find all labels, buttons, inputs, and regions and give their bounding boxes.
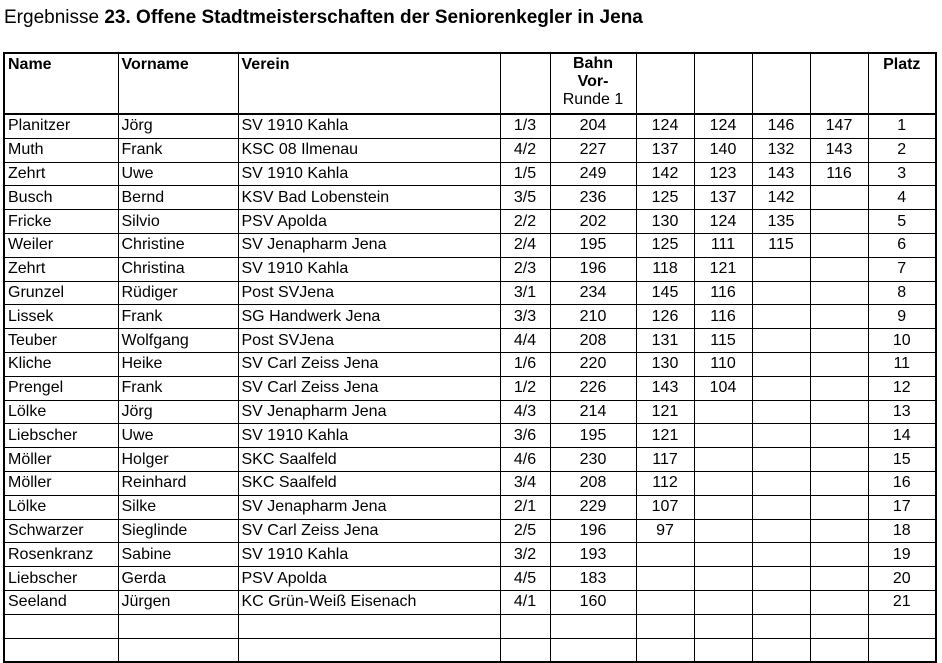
cell-verein: KC Grün-Weiß Eisenach [238, 590, 500, 614]
col-header-name: Name [4, 53, 118, 114]
cell-name: Liebscher [4, 567, 118, 591]
cell-vorname: Rüdiger [118, 281, 238, 305]
table-row [4, 352, 936, 376]
cell-round2: 131 [636, 329, 694, 353]
cell-round3: 116 [694, 305, 752, 329]
cell-vorrunde: 196 [550, 257, 636, 281]
cell-vorrunde: 236 [550, 186, 636, 210]
cell-vorrunde: 208 [550, 471, 636, 495]
cell-bahn: 1/5 [500, 162, 550, 186]
cell-vorname: Uwe [118, 162, 238, 186]
table-row [4, 329, 936, 353]
cell-round3 [694, 567, 752, 591]
cell-round4 [752, 305, 810, 329]
table-row [4, 495, 936, 519]
cell-platz: 5 [868, 210, 936, 234]
cell-vorrunde: 183 [550, 567, 636, 591]
cell-name: Planitzer [4, 114, 118, 138]
table-row [4, 590, 936, 614]
cell-round3: 111 [694, 233, 752, 257]
cell-verein: SG Handwerk Jena [238, 305, 500, 329]
cell-round5 [810, 590, 868, 614]
cell-round3: 104 [694, 376, 752, 400]
cell-round5 [810, 567, 868, 591]
cell-verein: SV Jenapharm Jena [238, 400, 500, 424]
cell-vorrunde: 249 [550, 162, 636, 186]
cell-platz: 2 [868, 138, 936, 162]
cell-vorrunde: 204 [550, 114, 636, 138]
cell-bahn: 1/6 [500, 352, 550, 376]
cell-round4 [752, 400, 810, 424]
cell-round5 [810, 329, 868, 353]
cell-round5 [810, 257, 868, 281]
cell-vorname: Silvio [118, 210, 238, 234]
cell-round4: 142 [752, 186, 810, 210]
table-row [4, 210, 936, 234]
cell-verein: SV 1910 Kahla [238, 162, 500, 186]
cell-name: Schwarzer [4, 519, 118, 543]
cell-vorname: Jörg [118, 114, 238, 138]
table-row [4, 138, 936, 162]
cell-round5 [810, 233, 868, 257]
cell-platz: 6 [868, 233, 936, 257]
table-row [4, 519, 936, 543]
col-header-platz: Platz [868, 53, 936, 114]
cell-round5 [810, 400, 868, 424]
cell-bahn: 2/2 [500, 210, 550, 234]
cell-round4 [752, 257, 810, 281]
cell-round2 [636, 543, 694, 567]
cell-round4 [752, 352, 810, 376]
cell-round4 [752, 376, 810, 400]
cell-round3: 123 [694, 162, 752, 186]
cell-name: Liebscher [4, 424, 118, 448]
cell-bahn: 2/5 [500, 519, 550, 543]
cell-round3 [694, 448, 752, 472]
cell-vorname: Silke [118, 495, 238, 519]
cell-verein: KSC 08 Ilmenau [238, 138, 500, 162]
cell-round3 [694, 424, 752, 448]
cell-vorname: Heike [118, 352, 238, 376]
cell-round4 [752, 281, 810, 305]
table-row [4, 257, 936, 281]
cell-platz: 9 [868, 305, 936, 329]
cell-round5 [810, 495, 868, 519]
runde-label: Runde 1 [562, 91, 624, 108]
cell-round4 [752, 519, 810, 543]
cell-round4 [752, 567, 810, 591]
col-header-blank [500, 53, 550, 114]
cell-round2: 125 [636, 233, 694, 257]
header-row [4, 53, 936, 114]
cell-verein: Post SVJena [238, 329, 500, 353]
cell-round3 [694, 471, 752, 495]
cell-round2: 125 [636, 186, 694, 210]
cell-bahn: 3/2 [500, 543, 550, 567]
cell-verein: SV Jenapharm Jena [238, 233, 500, 257]
cell-round5 [810, 519, 868, 543]
table-row [4, 305, 936, 329]
cell-name: Teuber [4, 329, 118, 353]
cell-round4 [752, 614, 810, 638]
cell-verein: SV 1910 Kahla [238, 543, 500, 567]
cell-verein: SV Jenapharm Jena [238, 495, 500, 519]
cell-name: Weiler [4, 233, 118, 257]
col-header-round3 [694, 53, 752, 114]
cell-round3: 140 [694, 138, 752, 162]
cell-vorrunde: 195 [550, 233, 636, 257]
cell-vorrunde: 220 [550, 352, 636, 376]
cell-bahn: 4/4 [500, 329, 550, 353]
table-row [4, 567, 936, 591]
cell-platz: 7 [868, 257, 936, 281]
cell-round5: 143 [810, 138, 868, 162]
cell-verein: SV 1910 Kahla [238, 257, 500, 281]
cell-platz: 11 [868, 352, 936, 376]
cell-bahn: 4/5 [500, 567, 550, 591]
cell-verein: PSV Apolda [238, 210, 500, 234]
cell-vorrunde: 229 [550, 495, 636, 519]
page-title [4, 7, 643, 29]
cell-vorname: Holger [118, 448, 238, 472]
cell-round2 [636, 614, 694, 638]
table-row [4, 233, 936, 257]
cell-verein [238, 614, 500, 638]
cell-name [4, 614, 118, 638]
cell-platz: 18 [868, 519, 936, 543]
cell-bahn: 4/2 [500, 138, 550, 162]
cell-vorname: Jürgen [118, 590, 238, 614]
cell-vorrunde: 226 [550, 376, 636, 400]
cell-bahn: 3/4 [500, 471, 550, 495]
cell-bahn: 1/2 [500, 376, 550, 400]
cell-round2: 124 [636, 114, 694, 138]
cell-round2: 130 [636, 210, 694, 234]
table-row [4, 162, 936, 186]
cell-round2 [636, 567, 694, 591]
cell-vorrunde: 210 [550, 305, 636, 329]
cell-round2: 143 [636, 376, 694, 400]
cell-vorname: Christine [118, 233, 238, 257]
cell-round2: 145 [636, 281, 694, 305]
cell-round4 [752, 590, 810, 614]
cell-bahn: 4/3 [500, 400, 550, 424]
cell-round5 [810, 186, 868, 210]
cell-verein: SKC Saalfeld [238, 471, 500, 495]
cell-round3 [694, 543, 752, 567]
cell-round5: 147 [810, 114, 868, 138]
cell-platz: 3 [868, 162, 936, 186]
table-row [4, 448, 936, 472]
table-row [4, 376, 936, 400]
cell-platz: 15 [868, 448, 936, 472]
cell-bahn: 3/3 [500, 305, 550, 329]
cell-bahn: 3/5 [500, 186, 550, 210]
col-header-round5 [810, 53, 868, 114]
cell-round4 [752, 424, 810, 448]
cell-vorname: Gerda [118, 567, 238, 591]
cell-vorrunde: 202 [550, 210, 636, 234]
cell-round2: 117 [636, 448, 694, 472]
cell-verein: SKC Saalfeld [238, 448, 500, 472]
cell-platz: 4 [868, 186, 936, 210]
table-row [4, 114, 936, 138]
cell-platz: 1 [868, 114, 936, 138]
cell-name: Rosenkranz [4, 543, 118, 567]
cell-platz: 12 [868, 376, 936, 400]
table-row [4, 614, 936, 638]
cell-round2: 126 [636, 305, 694, 329]
cell-round3: 124 [694, 210, 752, 234]
cell-round5 [810, 471, 868, 495]
cell-name: Zehrt [4, 257, 118, 281]
cell-name: Kliche [4, 352, 118, 376]
cell-platz: 8 [868, 281, 936, 305]
col-header-round4 [752, 53, 810, 114]
cell-round3: 124 [694, 114, 752, 138]
cell-round3 [694, 519, 752, 543]
cell-vorrunde: 230 [550, 448, 636, 472]
cell-bahn: 3/6 [500, 424, 550, 448]
cell-bahn: 2/1 [500, 495, 550, 519]
cell-name: Zehrt [4, 162, 118, 186]
cell-round3 [694, 590, 752, 614]
cell-bahn: 2/3 [500, 257, 550, 281]
cell-vorname [118, 614, 238, 638]
cell-platz [868, 614, 936, 638]
cell-round2: 142 [636, 162, 694, 186]
cell-platz: 13 [868, 400, 936, 424]
cell-round2: 121 [636, 400, 694, 424]
cell-round2: 97 [636, 519, 694, 543]
cell-platz: 16 [868, 471, 936, 495]
cell-name: Lölke [4, 400, 118, 424]
cell-round4 [752, 471, 810, 495]
cell-name: Möller [4, 448, 118, 472]
cell-bahn [500, 614, 550, 638]
cell-vorrunde: 208 [550, 329, 636, 353]
cell-name: Fricke [4, 210, 118, 234]
cell-round4: 135 [752, 210, 810, 234]
col-header-round2 [636, 53, 694, 114]
cell-round3: 121 [694, 257, 752, 281]
vor-label: Vor- [577, 73, 609, 90]
cell-round2: 121 [636, 424, 694, 448]
cell-vorrunde: 234 [550, 281, 636, 305]
cell-round3: 137 [694, 186, 752, 210]
cell-name: Seeland [4, 590, 118, 614]
cell-verein: PSV Apolda [238, 567, 500, 591]
cell-vorrunde [550, 614, 636, 638]
cell-vorrunde: 227 [550, 138, 636, 162]
table-row [4, 400, 936, 424]
bahn-label: Bahn [573, 55, 613, 72]
cell-name: Lölke [4, 495, 118, 519]
cell-round5 [810, 352, 868, 376]
cell-round4 [752, 329, 810, 353]
cell-vorname: Sieglinde [118, 519, 238, 543]
table-row [4, 543, 936, 567]
cell-round2: 137 [636, 138, 694, 162]
cell-round3: 115 [694, 329, 752, 353]
cell-bahn: 4/6 [500, 448, 550, 472]
cell-round5 [810, 281, 868, 305]
table-row [4, 424, 936, 448]
cell-round5 [810, 305, 868, 329]
cell-vorrunde: 196 [550, 519, 636, 543]
cell-platz: 20 [868, 567, 936, 591]
cell-name: Möller [4, 471, 118, 495]
cell-name: Busch [4, 186, 118, 210]
cell-vorname: Reinhard [118, 471, 238, 495]
cell-bahn: 2/4 [500, 233, 550, 257]
cell-vorrunde: 193 [550, 543, 636, 567]
cell-round5 [810, 448, 868, 472]
table-row [4, 471, 936, 495]
cell-platz: 21 [868, 590, 936, 614]
cell-verein: SV Carl Zeiss Jena [238, 519, 500, 543]
cell-round2 [636, 590, 694, 614]
cell-verein: KSV Bad Lobenstein [238, 186, 500, 210]
cell-round5 [810, 424, 868, 448]
cell-round5 [810, 376, 868, 400]
title-bold: 23. Offene Stadtmeisterschaften der Seniorenkegler in Jena [104, 7, 643, 28]
cell-round4: 146 [752, 114, 810, 138]
cell-vorrunde: 195 [550, 424, 636, 448]
cell-round4: 115 [752, 233, 810, 257]
cell-verein: Post SVJena [238, 281, 500, 305]
cell-name: Lissek [4, 305, 118, 329]
cell-bahn: 3/1 [500, 281, 550, 305]
cell-round4: 132 [752, 138, 810, 162]
cell-vorname: Uwe [118, 424, 238, 448]
cell-verein: SV 1910 Kahla [238, 424, 500, 448]
cell-platz: 10 [868, 329, 936, 353]
cell-vorname: Christina [118, 257, 238, 281]
cell-verein: SV Carl Zeiss Jena [238, 352, 500, 376]
cell-vorname: Frank [118, 376, 238, 400]
cell-vorname: Jörg [118, 400, 238, 424]
cell-round5 [810, 614, 868, 638]
cell-vorname: Frank [118, 305, 238, 329]
cell-round4: 143 [752, 162, 810, 186]
cell-name: Muth [4, 138, 118, 162]
results-table [3, 52, 937, 663]
cell-round3: 116 [694, 281, 752, 305]
col-header-vorname: Vorname [118, 53, 238, 114]
cell-round2: 130 [636, 352, 694, 376]
table-row [4, 281, 936, 305]
cell-round2: 118 [636, 257, 694, 281]
cell-platz: 17 [868, 495, 936, 519]
cell-name: Grunzel [4, 281, 118, 305]
table-row [4, 186, 936, 210]
cell-verein: SV Carl Zeiss Jena [238, 376, 500, 400]
cell-platz: 14 [868, 424, 936, 448]
cell-round4 [752, 495, 810, 519]
title-prefix: Ergebnisse [4, 7, 105, 28]
cell-round5: 116 [810, 162, 868, 186]
cell-round2: 107 [636, 495, 694, 519]
cell-verein: SV 1910 Kahla [238, 114, 500, 138]
cell-round3 [694, 400, 752, 424]
col-header-verein: Verein [238, 53, 500, 114]
cell-vorname: Bernd [118, 186, 238, 210]
cell-name: Prengel [4, 376, 118, 400]
cell-vorname: Wolfgang [118, 329, 238, 353]
cell-round4 [752, 543, 810, 567]
cell-platz: 19 [868, 543, 936, 567]
cell-vorname: Sabine [118, 543, 238, 567]
cell-round3: 110 [694, 352, 752, 376]
cell-vorname: Frank [118, 138, 238, 162]
col-header-bahn [550, 53, 636, 114]
cell-round3 [694, 614, 752, 638]
cell-round4 [752, 448, 810, 472]
cell-round3 [694, 495, 752, 519]
cell-round5 [810, 210, 868, 234]
cell-bahn: 1/3 [500, 114, 550, 138]
cell-round5 [810, 543, 868, 567]
cell-bahn: 4/1 [500, 590, 550, 614]
cell-vorrunde: 214 [550, 400, 636, 424]
cell-vorrunde: 160 [550, 590, 636, 614]
cell-round2: 112 [636, 471, 694, 495]
